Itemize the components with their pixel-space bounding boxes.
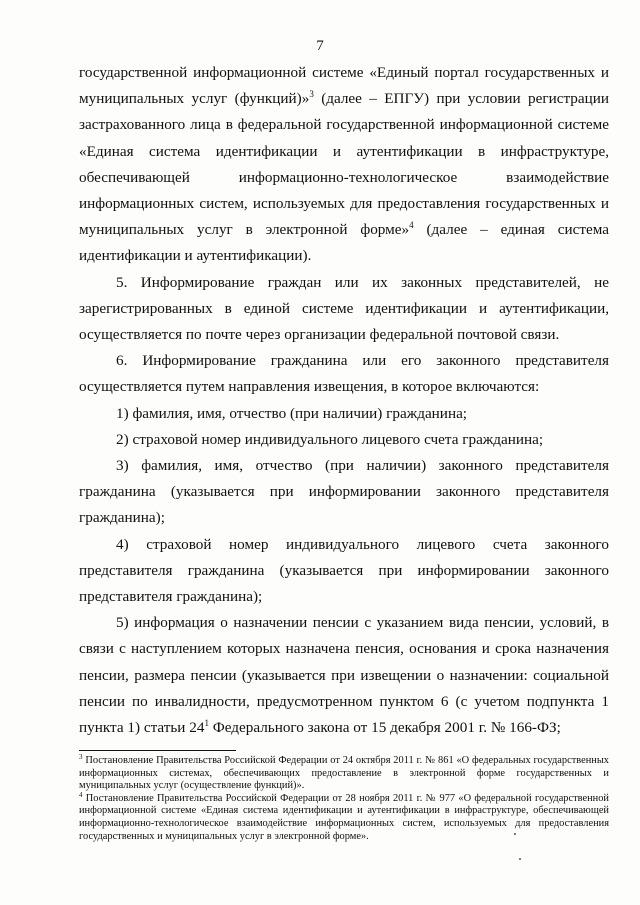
footnote-divider bbox=[79, 750, 236, 751]
paragraph-text: Федерального закона от 15 декабря 2001 г. № 166-ФЗ; bbox=[208, 719, 561, 737]
footnotes bbox=[79, 755, 609, 843]
page-number: 7 bbox=[316, 38, 324, 54]
footnote bbox=[79, 790, 609, 843]
list-item: 1) фамилия, имя, отчество (при наличии) гражданина; bbox=[116, 404, 468, 422]
footnote-reference: 3 bbox=[309, 89, 314, 100]
footnote-marker: 4 bbox=[79, 790, 83, 799]
paragraph-text: государственной информационной системе «Единый портал государственных и муниципальных услуг (функций)» bbox=[79, 64, 609, 108]
paragraph-continued bbox=[79, 60, 609, 270]
scan-speck bbox=[514, 833, 516, 835]
list-item: 2) страховой номер индивидуального лицевого счета гражданина; bbox=[116, 430, 544, 448]
footnote-marker: 3 bbox=[79, 753, 83, 761]
footnote-reference: 1 bbox=[204, 718, 209, 729]
paragraph-text: (далее – единая система идентификации и аутентификации). bbox=[79, 221, 609, 265]
list-item bbox=[79, 610, 609, 741]
paragraph-text: 5) информация о назначении пенсии с указанием вида пенсии, условий, в связи с наступлением которых назначена пенсия, основания и срока назначения пенсии, размера пенсии (указывается при извещении о назначении: социальной пенсии по инвалидности, предусмотренном пунктом 6 (с учетом подпункта 1 пункта 1) статьи 24 bbox=[79, 614, 609, 737]
paragraph-item-5: 5. Информирование граждан или их законных представителей, не зарегистрированных в единой системе идентификации и аутентификации, осуществляется по почте через организации федеральной почтовой связи. bbox=[79, 273, 609, 344]
footnote-text: Постановление Правительства Российской Федерации от 28 ноября 2011 г. № 977 «О федеральной государственной информационной системе «Единая система идентификации и аутентификации в инфраструктуре, обеспечивающей информационно-технологическое взаимодействие информационных систем, используемых для предоставления государственных и муниципальных услуг в электронной форме». bbox=[79, 792, 609, 842]
paragraph-text: (далее – ЕПГУ) при условии регистрации застрахованного лица в федеральной государственной информационной системе «Единая система идентификации и аутентификации в инфраструктуре, обеспечивающей информационно-технологическое взаимодействие информационных систем, используемых для предоставления государственных и муниципальных услуг в электронной форме» bbox=[79, 90, 610, 239]
list-item: 4) страховой номер индивидуального лицевого счета законного представителя гражданина (указывается при информировании законного представителя гражданина); bbox=[79, 535, 609, 606]
paragraph-item-6: 6. Информирование гражданина или его законного представителя осуществляется путем направления извещения, в которое включаются: bbox=[79, 352, 609, 396]
footnote-reference: 4 bbox=[409, 220, 414, 231]
footnote-text: Постановление Правительства Российской Федерации от 24 октября 2011 г. № 861 «О федеральных государственных информационных системах, обеспечивающих предоставление в электронной форме государственных и муниципальных услуг (осуществление функций)». bbox=[79, 755, 609, 792]
document-body bbox=[79, 60, 609, 741]
footnote bbox=[79, 755, 609, 793]
list-item: 3) фамилия, имя, отчество (при наличии) законного представителя гражданина (указывается при информировании законного представителя гражданина); bbox=[79, 457, 609, 527]
scan-speck bbox=[519, 858, 521, 860]
